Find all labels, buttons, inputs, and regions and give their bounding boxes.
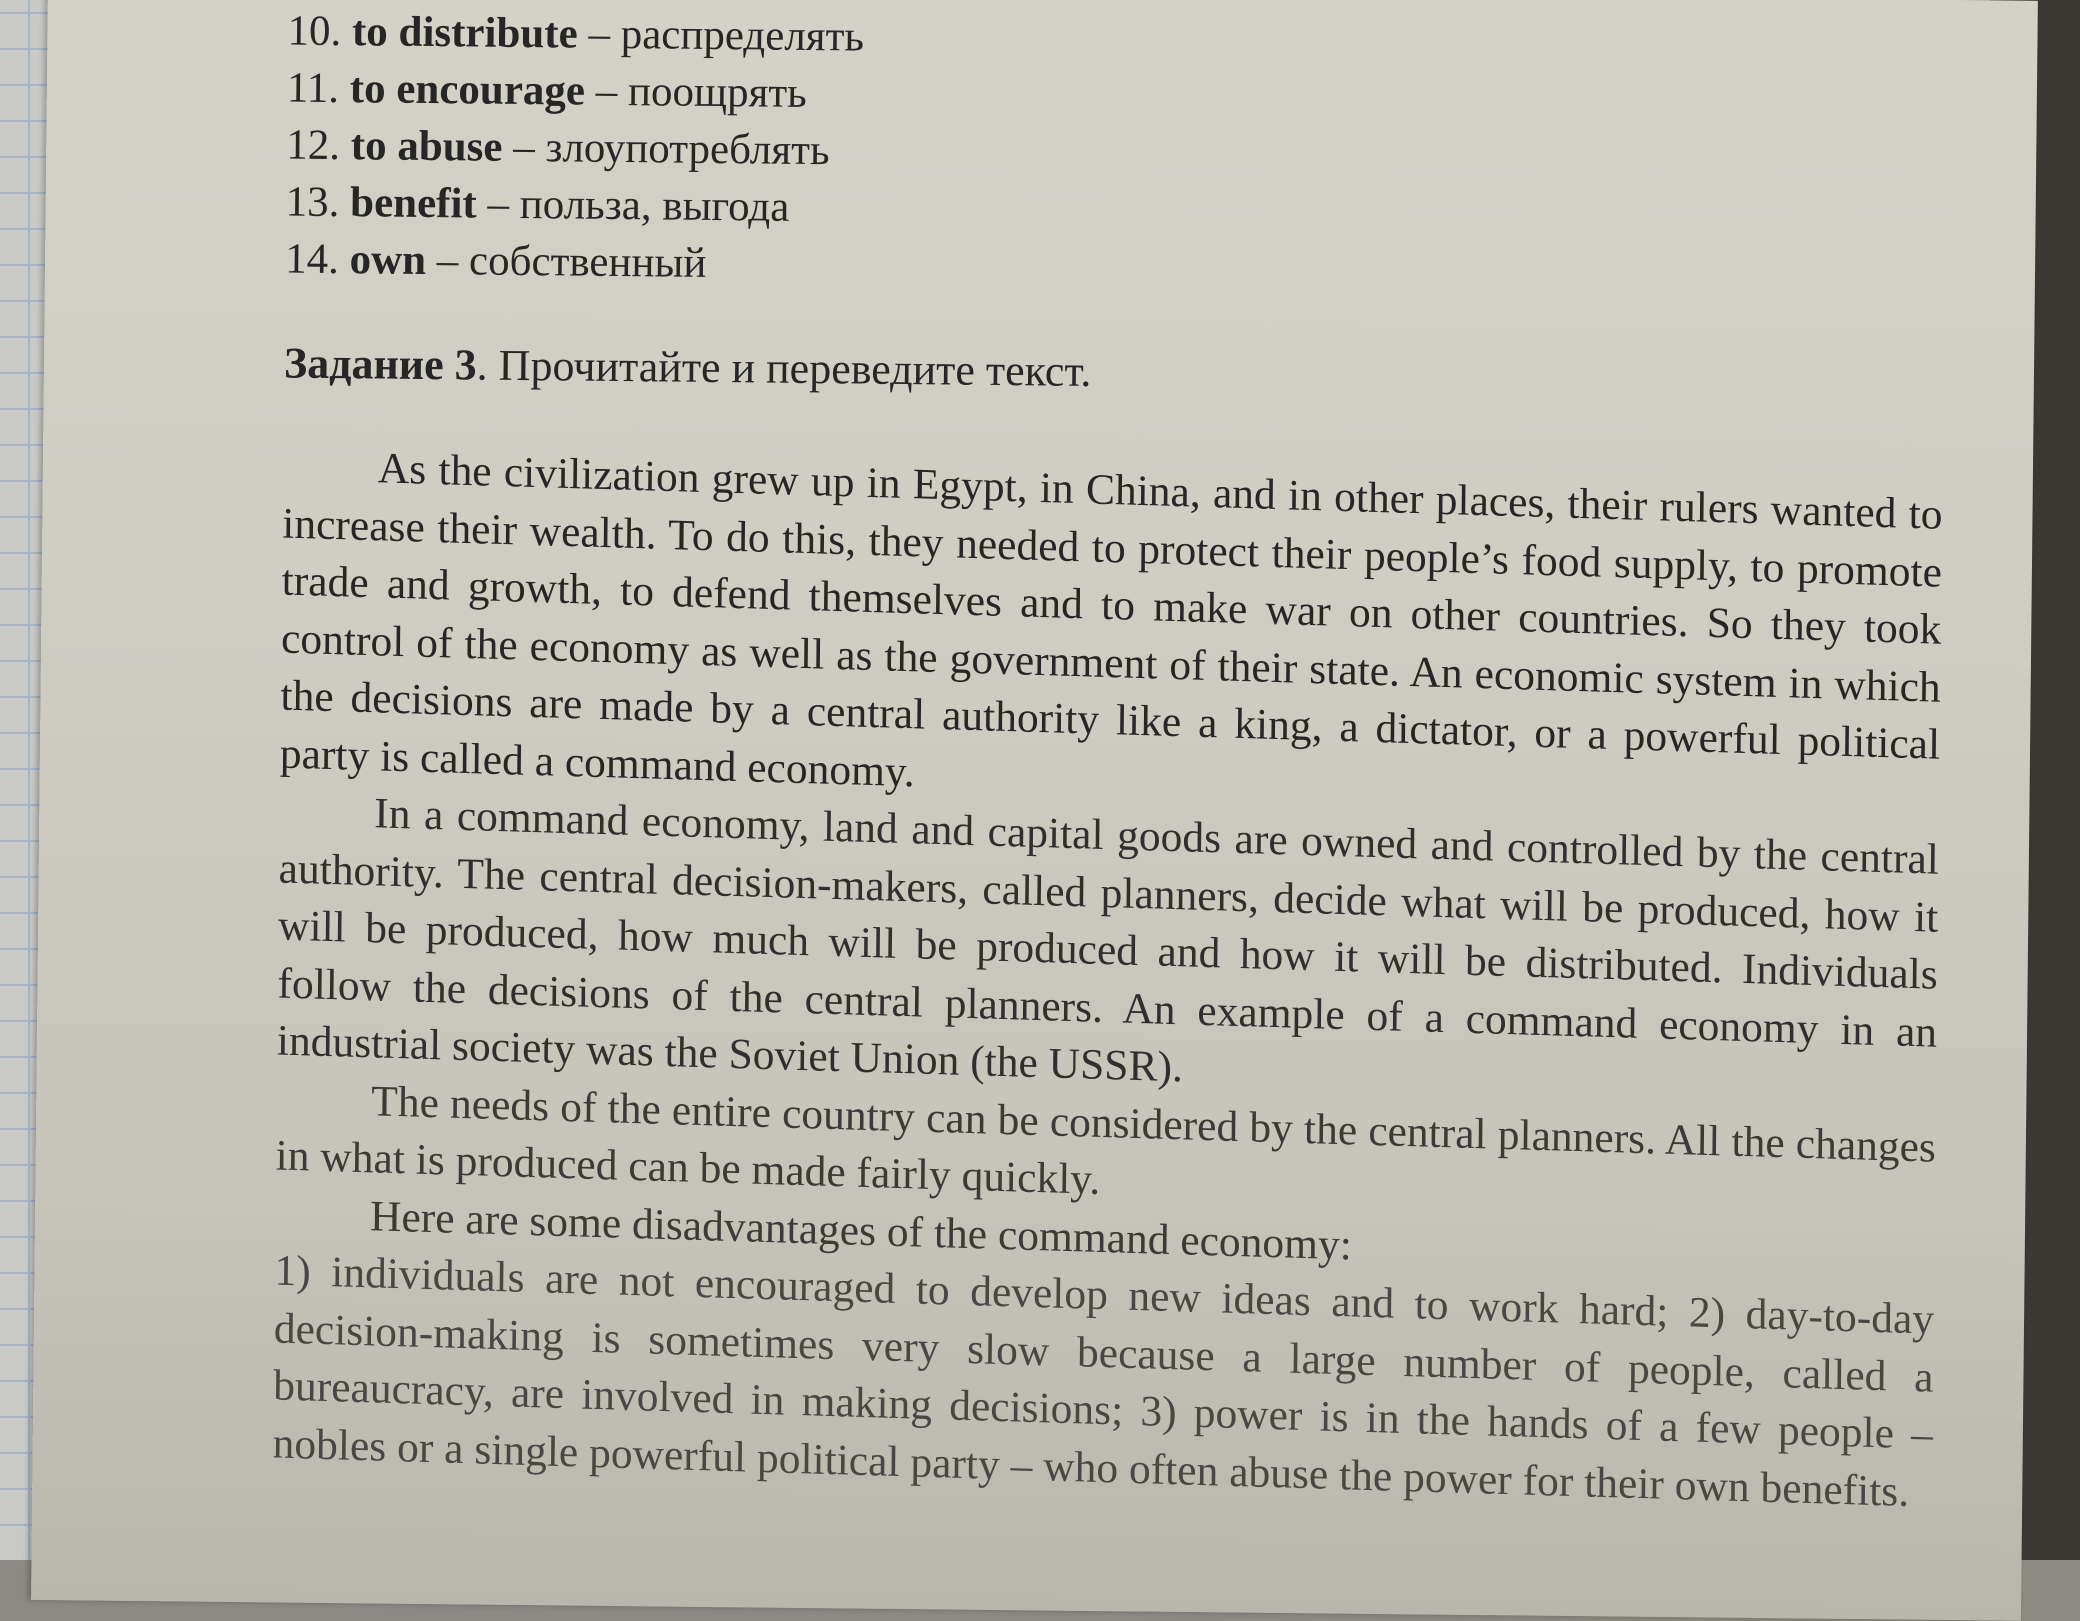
vocabulary-translation: – собственный	[426, 237, 707, 287]
task-instruction: . Прочитайте и переведите текст.	[476, 341, 1091, 396]
task-label: Задание 3	[284, 338, 477, 389]
vocabulary-number: 10.	[287, 8, 341, 56]
vocabulary-number: 11.	[287, 65, 340, 113]
textbook-page	[31, 0, 2038, 1621]
vocabulary-term: benefit	[350, 179, 477, 227]
vocabulary-item	[287, 3, 864, 66]
vocabulary-item	[285, 230, 862, 293]
vocabulary-item	[286, 117, 863, 180]
vocabulary-translation: – злоупотреблять	[502, 124, 830, 174]
vocabulary-translation: – распределять	[577, 11, 864, 61]
vocabulary-list	[285, 3, 865, 294]
vocabulary-item	[287, 60, 864, 123]
paragraph: 1) individuals are not encouraged to develop new ideas and to work hard; 2) day-to-day decision-making is sometimes very slow because a large number of people, called a bureaucracy, are involved in making decisions; 3) power is in the hands of a few people – nobles or a single powerful political party – who often abuse the power for their own benefits.	[272, 1242, 1934, 1521]
vocabulary-number: 13.	[285, 179, 339, 227]
vocabulary-term: to abuse	[351, 122, 503, 171]
vocabulary-term: own	[349, 236, 426, 284]
paragraph: The needs of the entire country can be considered by the central planners. All the changes in what is produced can be made fairly quickly.	[275, 1070, 1936, 1234]
paragraph: Here are some disadvantages of the command economy:	[275, 1185, 1935, 1292]
paragraph: In a command economy, land and capital goods are owned and controlled by the central authority. The central decision-makers, called planners, decide what will be produced, how it will be produced, how much will be produced and how it will be distributed. Individuals follow the decisions of the central planners. An example of a command economy in an industrial society was the Soviet Union (the USSR).	[277, 782, 1940, 1119]
paragraph: As the civilization grew up in Egypt, in China, and in other places, their rulers wanted to increase their wealth. To do this, they needed to protect their people’s food supply, to promote trade and growth, to defend themselves and to make war on other countries. So they took control of the economy as well as the government of their state. An economic system in which the decisions are made by a central authority like a king, a dictator, or a powerful political party is called a command economy.	[280, 437, 1943, 831]
vocabulary-number: 12.	[286, 122, 340, 170]
vocabulary-item	[285, 174, 862, 237]
task-heading	[284, 337, 1092, 396]
article-text	[272, 437, 1942, 1521]
vocabulary-translation: – поощрять	[585, 68, 807, 117]
vocabulary-term: to encourage	[350, 65, 586, 114]
vocabulary-number: 14.	[285, 235, 339, 283]
vocabulary-translation: – польза, выгода	[477, 181, 790, 231]
vocabulary-term: to distribute	[352, 8, 578, 57]
